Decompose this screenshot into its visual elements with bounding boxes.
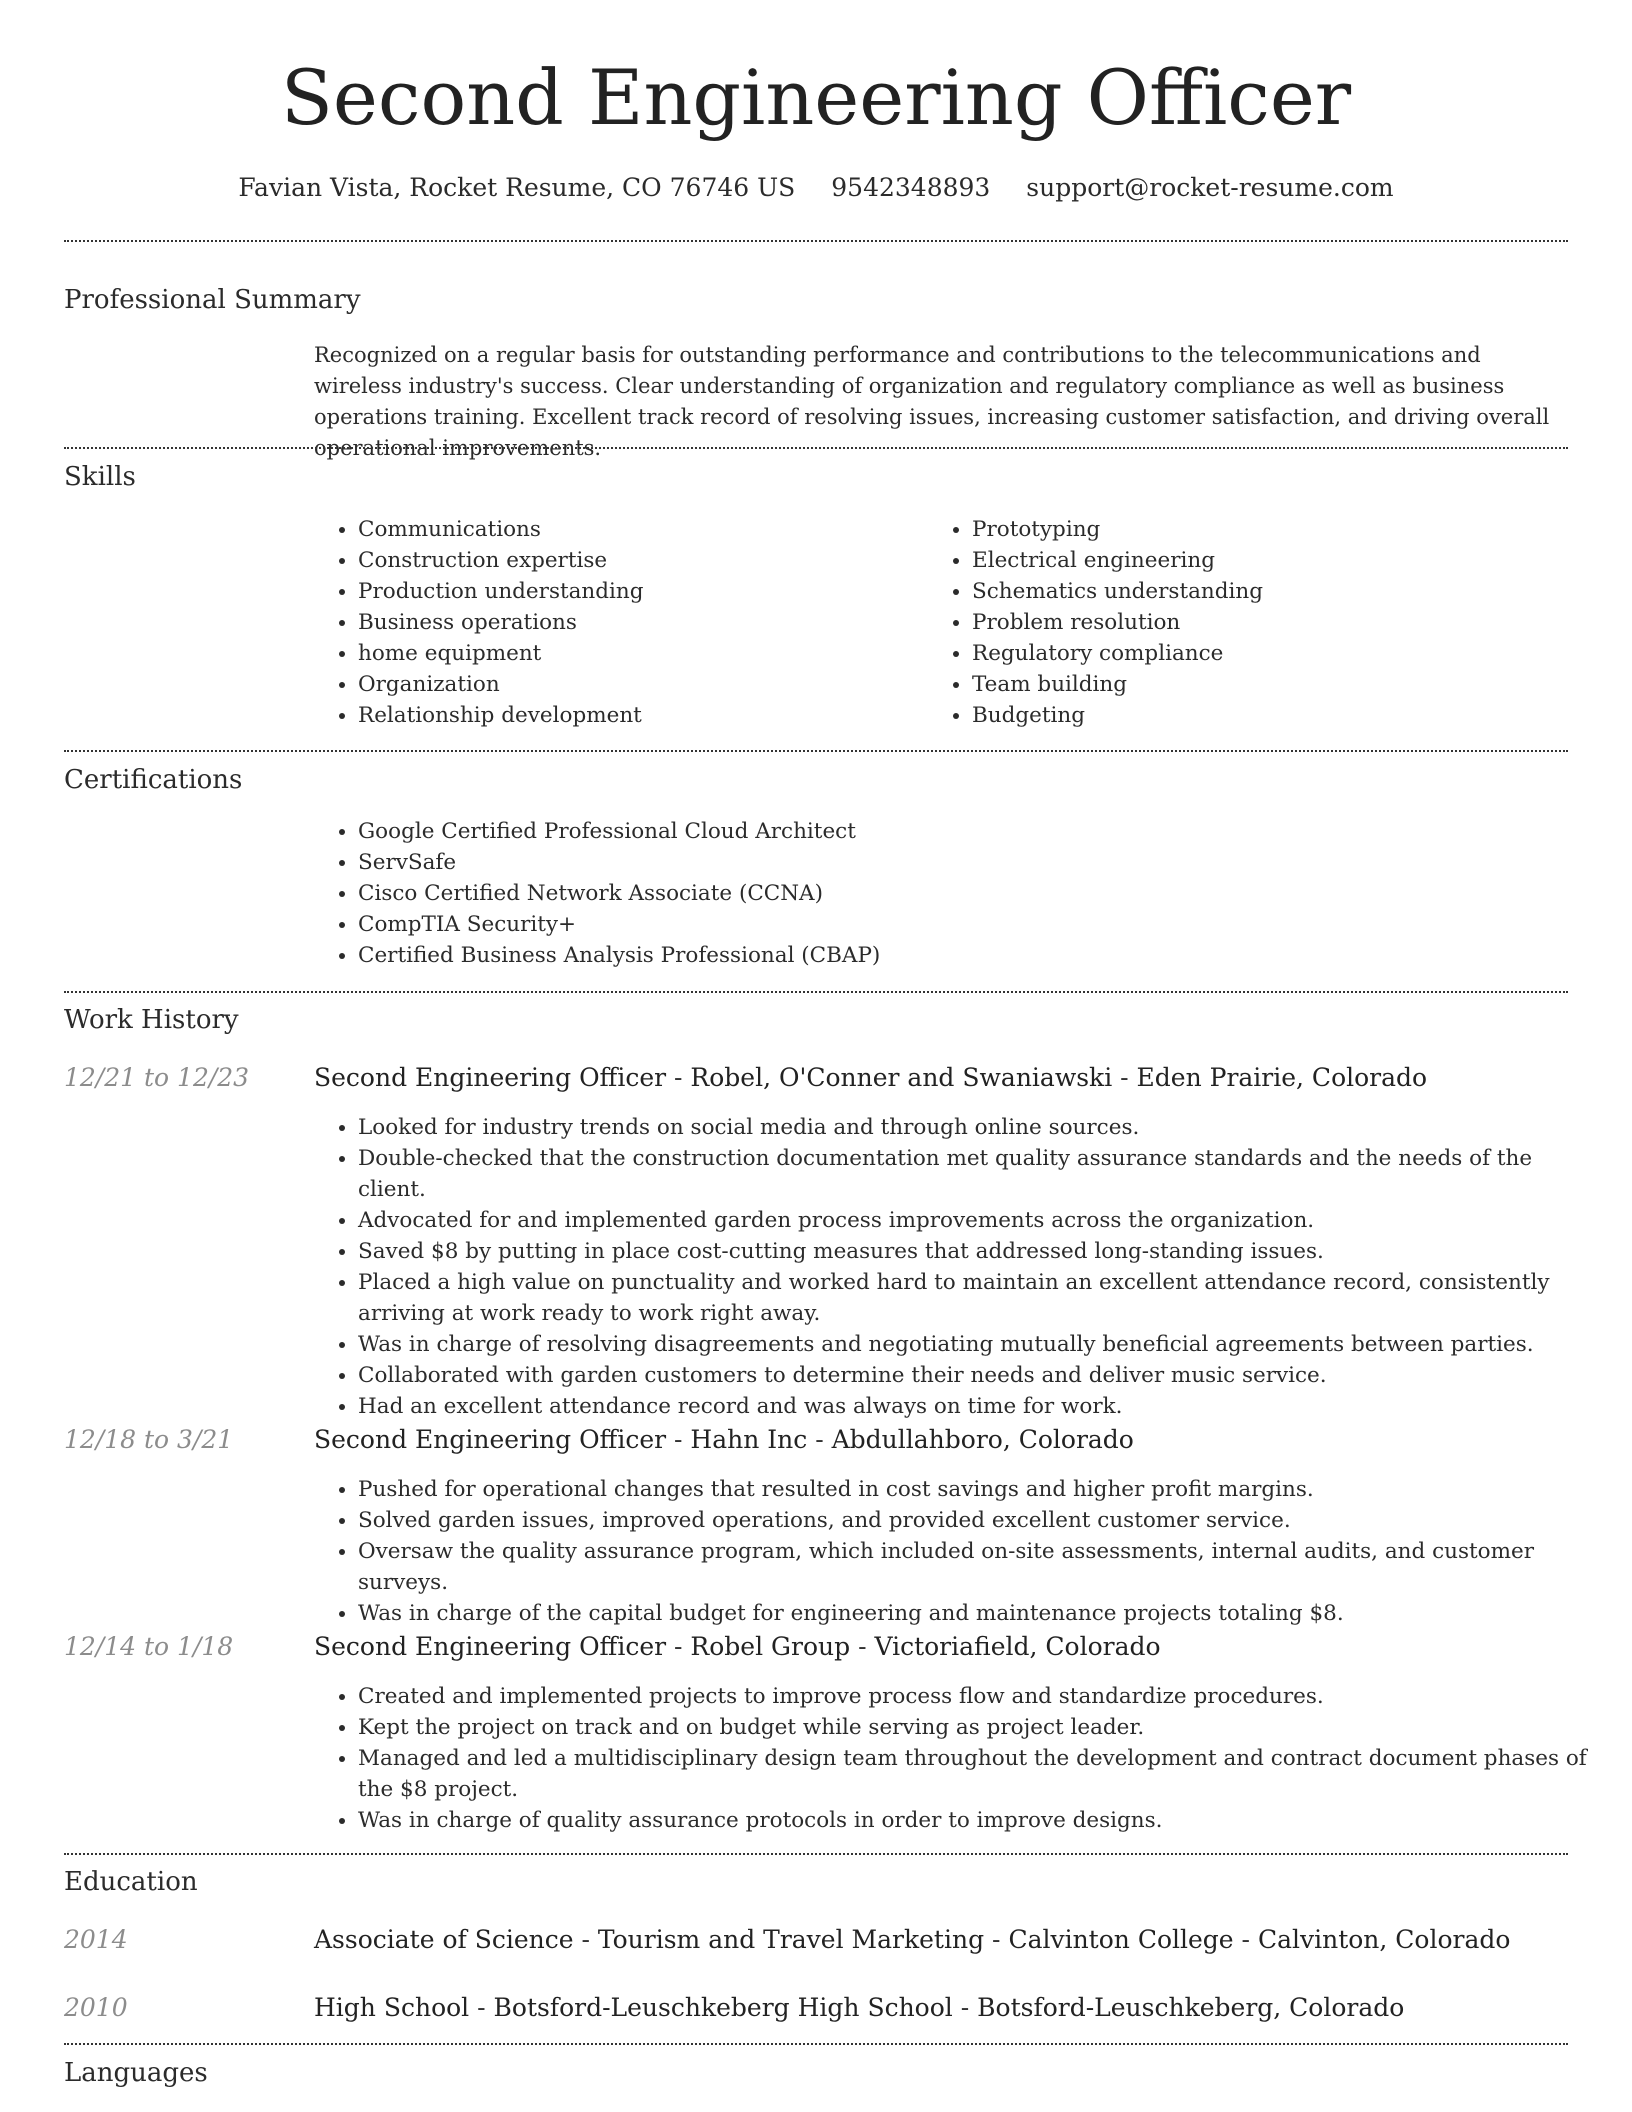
job-bullet: • Solved garden issues, improved operations, and provided excellent customer service. bbox=[358, 1505, 1598, 1536]
skill-item: • Schematics understanding bbox=[972, 576, 1572, 607]
skill-item: • home equipment bbox=[358, 638, 918, 669]
job-title: Second Engineering Officer bbox=[314, 1063, 667, 1092]
education-field: Tourism and Travel Marketing bbox=[597, 1925, 985, 1954]
summary-text: Recognized on a regular basis for outstanding performance and contributions to the telecommunications and wireless industry's success. Clear understanding of organization and regulatory compliance as well as business operations training. Excellent track record of resolving issues, increasing customer satisfaction, and driving overall operational improvements. bbox=[314, 343, 1550, 460]
education-location: Botsford-Leuschkeberg, Colorado bbox=[977, 1993, 1405, 2022]
job-separator: - bbox=[666, 1425, 691, 1454]
skill-item: • Team building bbox=[972, 669, 1572, 700]
education-location: Calvinton, Colorado bbox=[1257, 1925, 1511, 1954]
work-history-heading: Work History bbox=[64, 1005, 239, 1035]
education-school: Calvinton College bbox=[1008, 1925, 1234, 1954]
education-degree: Associate of Science bbox=[314, 1925, 574, 1954]
job-dates: 12/21 to 12/23 bbox=[64, 1063, 250, 1092]
job-bullet: • Pushed for operational changes that resulted in cost savings and higher profit margins. bbox=[358, 1474, 1598, 1505]
education-entry bbox=[314, 1990, 1568, 2026]
job-separator: - bbox=[1112, 1063, 1137, 1092]
skill-item: • Production understanding bbox=[358, 576, 918, 607]
job-bullet: • Was in charge of quality assurance protocols in order to improve designs. bbox=[358, 1805, 1598, 1836]
job-bullet: • Collaborated with garden customers to determine their needs and deliver music service. bbox=[358, 1360, 1598, 1391]
education-separator: - bbox=[469, 1993, 494, 2022]
job-bullet: • Placed a high value on punctuality and worked hard to maintain an excellent attendance record, consistently arriving at work ready to work right away. bbox=[358, 1267, 1598, 1329]
job-bullet: • Looked for industry trends on social media and through online sources. bbox=[358, 1112, 1598, 1143]
job-location: Victoriafield, Colorado bbox=[874, 1632, 1161, 1661]
section-divider bbox=[64, 991, 1568, 993]
skills-heading: Skills bbox=[64, 462, 136, 492]
job-bullet: • Was in charge of the capital budget for engineering and maintenance projects totaling $8. bbox=[358, 1598, 1598, 1629]
certifications-list bbox=[314, 816, 1558, 971]
certification-item: • Google Certified Professional Cloud Architect bbox=[358, 816, 1558, 847]
job-separator: - bbox=[666, 1632, 691, 1661]
languages-heading: Languages bbox=[64, 2058, 208, 2088]
skill-item: • Prototyping bbox=[972, 514, 1572, 545]
job-bullets bbox=[314, 1681, 1598, 1836]
job-heading bbox=[314, 1629, 1568, 1665]
job-bullet: • Saved $8 by putting in place cost-cutting measures that addressed long-standing issues. bbox=[358, 1236, 1598, 1267]
resume-name: Second Engineering Officer bbox=[280, 53, 1352, 142]
job-bullet: • Created and implemented projects to improve process flow and standardize procedures. bbox=[358, 1681, 1598, 1712]
contact-address: Favian Vista, Rocket Resume, CO 76746 US bbox=[238, 173, 796, 202]
certification-item: • CompTIA Security+ bbox=[358, 909, 1558, 940]
job-bullet: • Double-checked that the construction documentation met quality assurance standards and the needs of the client. bbox=[358, 1143, 1598, 1205]
job-bullets bbox=[314, 1474, 1598, 1629]
skill-item: • Relationship development bbox=[358, 700, 918, 731]
education-year: 2010 bbox=[64, 1993, 128, 2022]
skill-item: • Organization bbox=[358, 669, 918, 700]
skill-item: • Problem resolution bbox=[972, 607, 1572, 638]
skills-list-left bbox=[314, 514, 918, 731]
job-separator: - bbox=[807, 1425, 832, 1454]
section-divider bbox=[64, 447, 1568, 449]
job-dates: 12/14 to 1/18 bbox=[64, 1632, 234, 1661]
section-divider bbox=[64, 750, 1568, 752]
job-bullet: • Had an excellent attendance record and was always on time for work. bbox=[358, 1391, 1598, 1422]
section-divider bbox=[64, 2043, 1568, 2045]
job-separator: - bbox=[850, 1632, 875, 1661]
education-year: 2014 bbox=[64, 1925, 128, 1954]
job-title: Second Engineering Officer bbox=[314, 1632, 667, 1661]
skill-item: • Regulatory compliance bbox=[972, 638, 1572, 669]
job-bullet: • Managed and led a multidisciplinary design team throughout the development and contract document phases of the $8 project. bbox=[358, 1743, 1598, 1805]
section-divider bbox=[64, 240, 1568, 242]
section-divider bbox=[64, 1853, 1568, 1855]
contact-email[interactable]: support@rocket-resume.com bbox=[1026, 173, 1394, 202]
skills-list-right bbox=[928, 514, 1572, 731]
job-heading bbox=[314, 1422, 1568, 1458]
job-location: Abdullahboro, Colorado bbox=[831, 1425, 1134, 1454]
job-dates: 12/18 to 3/21 bbox=[64, 1425, 234, 1454]
skill-item: • Communications bbox=[358, 514, 918, 545]
skill-item: • Electrical engineering bbox=[972, 545, 1572, 576]
education-heading: Education bbox=[64, 1867, 198, 1897]
job-company: Hahn Inc bbox=[690, 1425, 808, 1454]
education-degree: High School bbox=[314, 1993, 470, 2022]
summary-heading: Professional Summary bbox=[64, 285, 361, 315]
job-company: Robel Group bbox=[690, 1632, 851, 1661]
skill-item: • Budgeting bbox=[972, 700, 1572, 731]
education-separator: - bbox=[952, 1993, 978, 2022]
job-company: Robel, O'Conner and Swaniawski bbox=[690, 1063, 1113, 1092]
education-separator: - bbox=[573, 1925, 598, 1954]
education-separator: - bbox=[1233, 1925, 1258, 1954]
job-bullet: • Oversaw the quality assurance program, which included on-site assessments, internal audits, and customer surveys. bbox=[358, 1536, 1598, 1598]
certifications-heading: Certifications bbox=[64, 765, 243, 795]
job-bullet: • Was in charge of resolving disagreements and negotiating mutually beneficial agreements between parties. bbox=[358, 1329, 1598, 1360]
contact-phone[interactable]: 9542348893 bbox=[831, 173, 991, 202]
education-school: Botsford-Leuschkeberg High School bbox=[493, 1993, 953, 2022]
certification-item: • Certified Business Analysis Professional (CBAP) bbox=[358, 940, 1558, 971]
job-bullets bbox=[314, 1112, 1598, 1422]
job-separator: - bbox=[666, 1063, 691, 1092]
skill-item: • Construction expertise bbox=[358, 545, 918, 576]
job-bullet: • Kept the project on track and on budget while serving as project leader. bbox=[358, 1712, 1598, 1743]
education-entry bbox=[314, 1922, 1568, 1958]
certification-item: • ServSafe bbox=[358, 847, 1558, 878]
job-title: Second Engineering Officer bbox=[314, 1425, 667, 1454]
certification-item: • Cisco Certified Network Associate (CCNA) bbox=[358, 878, 1558, 909]
education-separator: - bbox=[984, 1925, 1009, 1954]
job-heading bbox=[314, 1060, 1568, 1096]
job-bullet: • Advocated for and implemented garden process improvements across the organization. bbox=[358, 1205, 1598, 1236]
skill-item: • Business operations bbox=[358, 607, 918, 638]
job-location: Eden Prairie, Colorado bbox=[1136, 1063, 1428, 1092]
contact-line bbox=[0, 170, 1632, 206]
